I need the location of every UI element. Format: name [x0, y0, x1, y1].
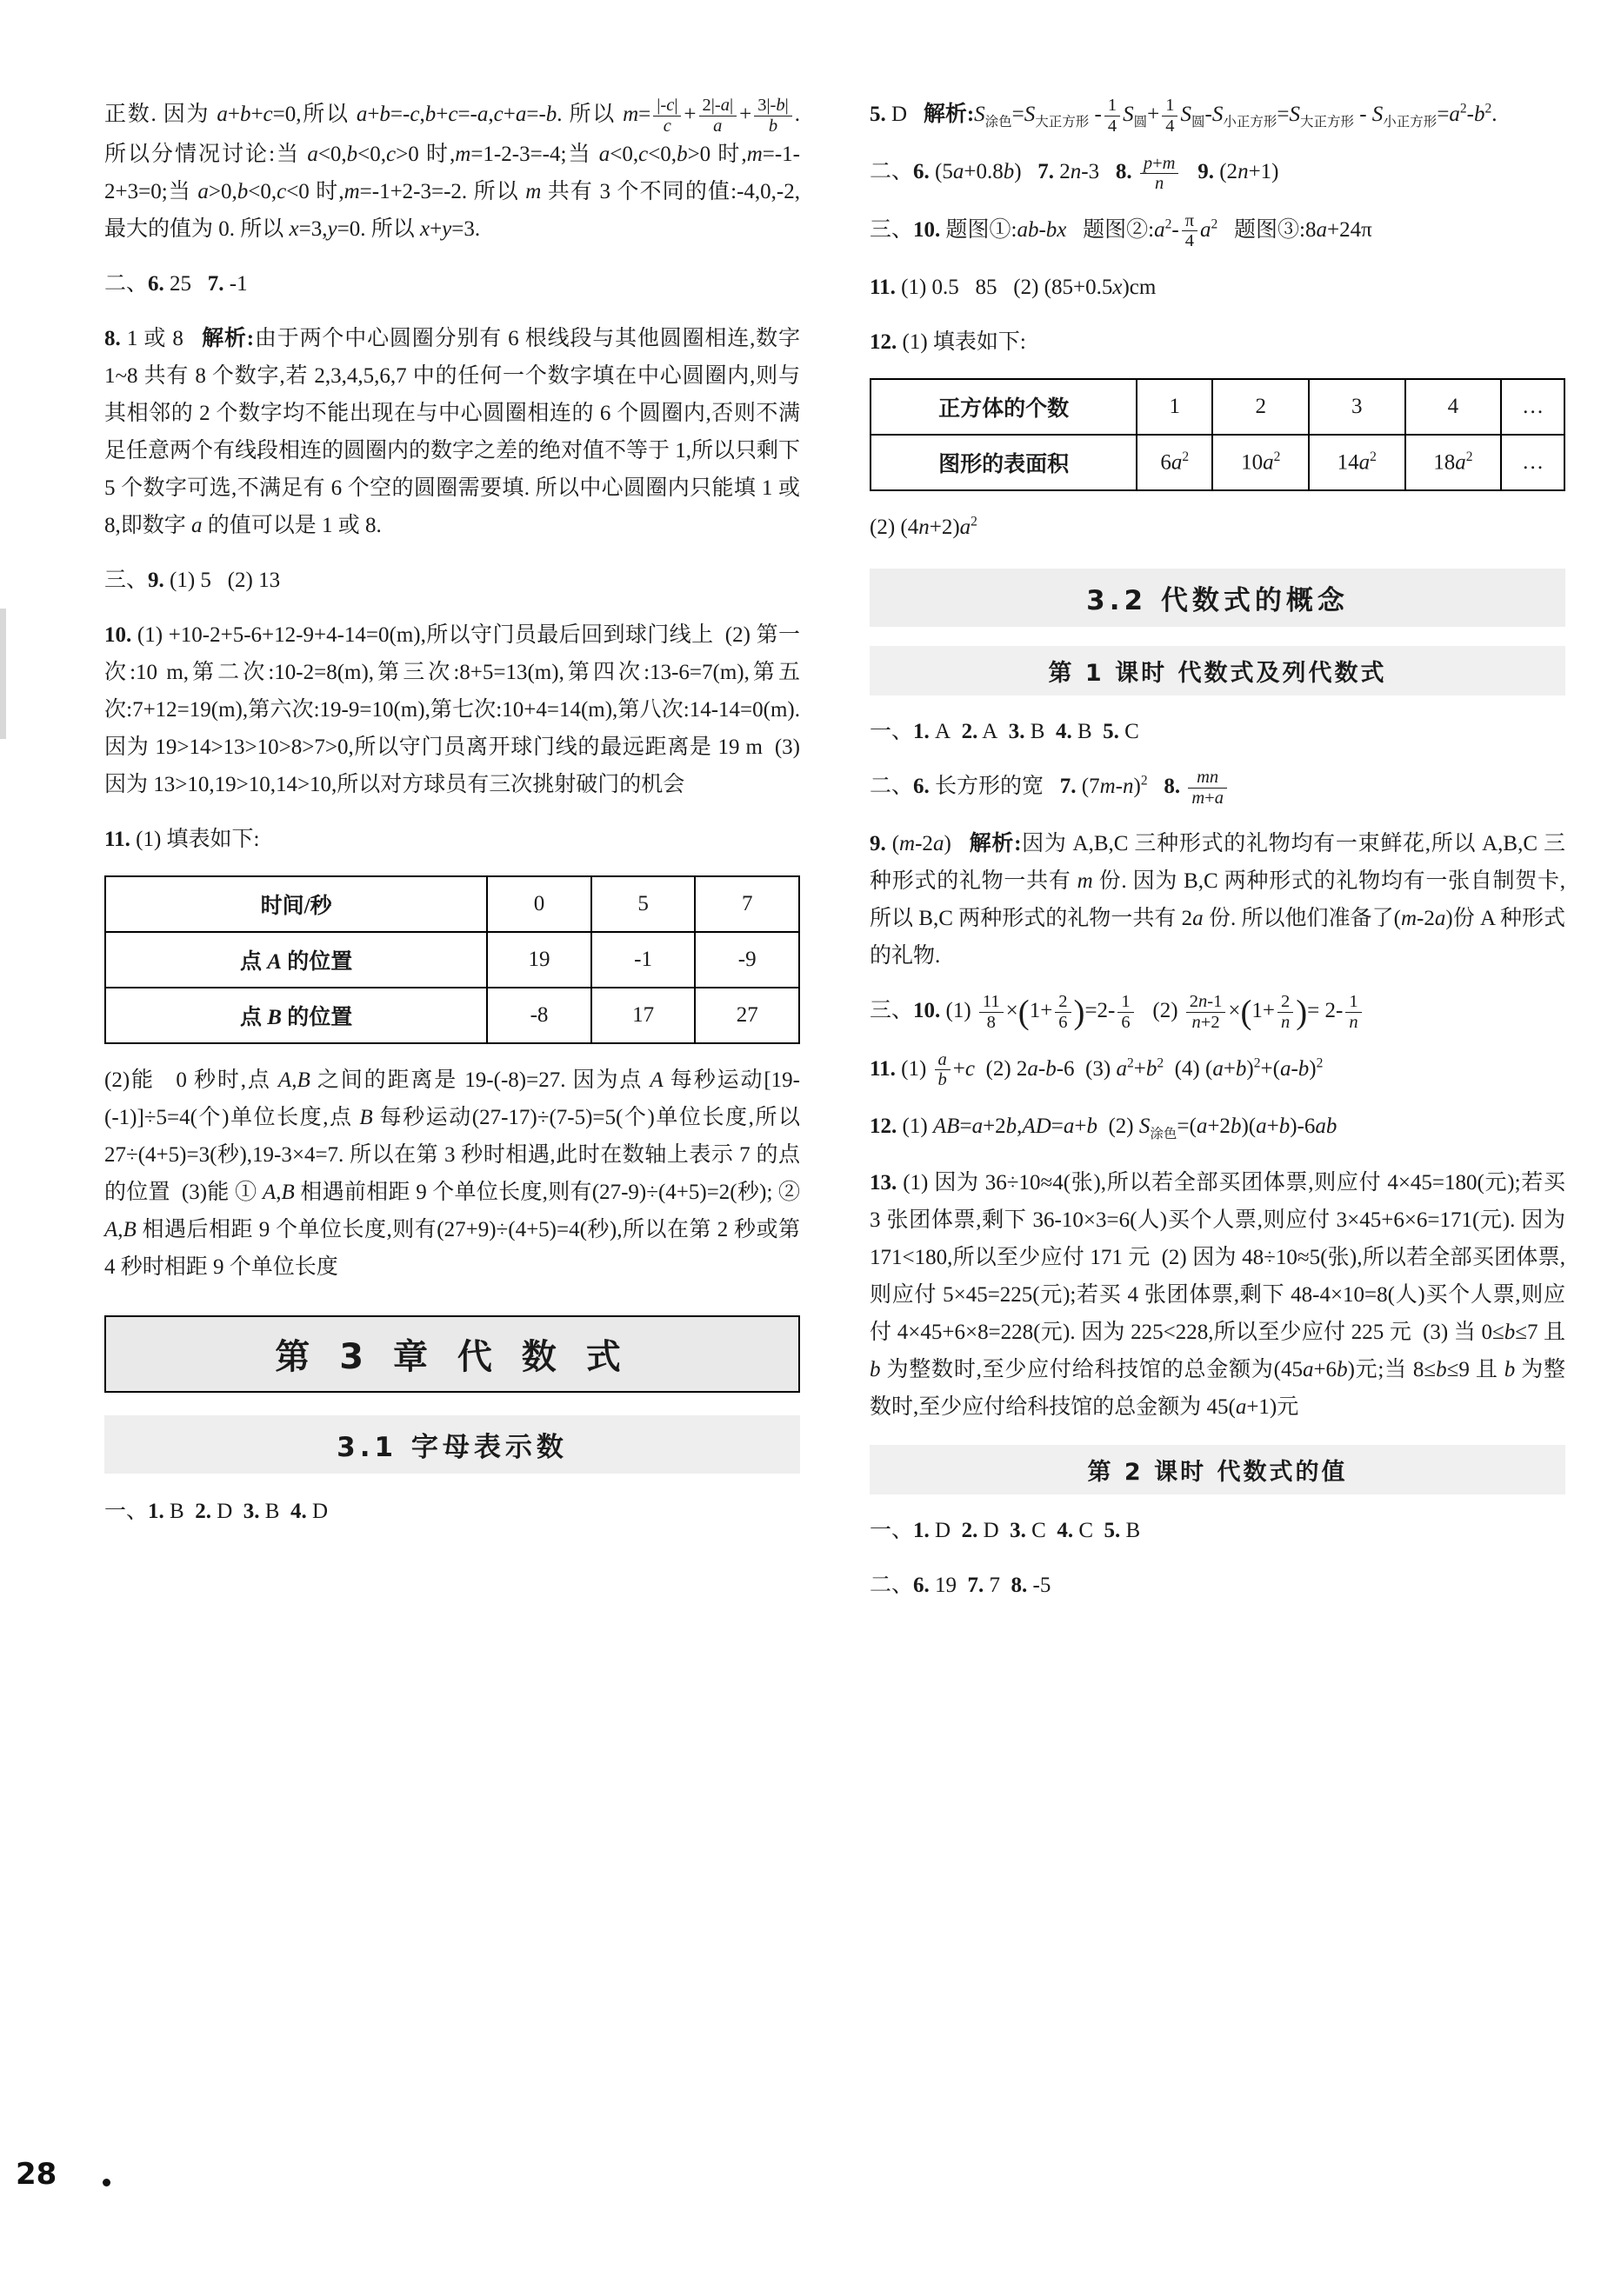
lesson2-group-1: 一、1. D 2. D 3. C 4. C 5. B	[870, 1518, 1141, 1542]
cell: 7	[695, 876, 799, 932]
table-row	[105, 876, 799, 932]
cell: $6a^2$	[1137, 435, 1212, 490]
lesson1-item-9: 9. (m-2a) 解析:因为 A,B,C 三种形式的礼物均有一束鲜花,所以 A,B,C 三种形式的礼物一共有 m 份. 因为 B,C 两种形式的礼物均有一张自制贺卡,所以 B,C 两种形式的礼物一共有 2a 份. 所以他们准备了(m-2a)份 A 种形式的礼物.	[870, 832, 1566, 968]
cell: 2	[1212, 379, 1309, 435]
cell: $10a^2$	[1212, 435, 1309, 490]
answer-item-10: 10. (1) +10-2+5-6+12-9+4-14=0(m),所以守门员最后回到球门线上 (2) 第一次:10 m,第二次:10-2=8(m),第三次:8+5=13(m),第四次:13-6=7(m),第五次:7+12=19(m),第六次:19-9=10(m),第七次:10+4=14(m),第八次:14-14=0(m). 因为 19>14>13>10>8>7>0,所以守门员离开球门线的最远距离是 19 m (3) 因为 13>10,19>10,14>10,所以对方球员有三次挑射破门的机会	[104, 623, 800, 797]
answer-group-2: 二、6. 25 7. -1	[104, 272, 248, 296]
lesson1-item-11: 11. (1) $\frac{a}{b}$ +c (2) 2a-b-6 (3) $a^2+b^2$ (4) $(a+b)^2+(a-b)^2$	[870, 1049, 1324, 1090]
answer-item-8: 8. 1 或 8 解析:由于两个中心圆圈分别有 6 根线段与其他圆圈相连,数字 1~8 共有 8 个数字,若 2,3,4,5,6,7 中的任何一个数字填在中心圆圈内,则与其相邻的 2 个数字均不能出现在与中心圆圈相连的 6 个圆圈内,否则不满足任意两个有线段相连的圆圈内的数字之差的绝对值不等于 1,所以只剩下 5 个数字可选,不满足有 6 个空的圆圈需要填. 所以中心圆圈内只能填 1 或 8,即数字 a 的值可以是 1 或 8.	[104, 327, 801, 538]
answer-item-12-part2: (2) $(4n+2)a^2$	[870, 514, 977, 539]
table-point-positions	[104, 875, 800, 1044]
cell: 19	[487, 932, 591, 988]
right-column	[870, 96, 1565, 1621]
paragraph-continuation: 正数. 因为 a+b+c=0,所以 a+b=-c,b+c=-a,c+a=-b. 所以 m= $\frac{|-c|}{c}$ + $\frac{2|-a|}{a}$ + $\frac{3|-b|}{b}$ . 所以分情况讨论:当 a<0,b<0,c>0 时,m=1-2-3=-4;当 a<0,c<0,b>0 时,m=-1-2+3=0;当 a>0,b<0,c<0 时,m=-1+2-3=-2. 所以 m 共有 3 个不同的值:-4,0,-2,最大的值为 0. 所以 x=3,y=0. 所以 x+y=3.	[104, 96, 800, 242]
table-row	[105, 988, 799, 1043]
answer-group-3: 三、9. (1) 5 (2) 13	[104, 569, 281, 593]
cell: $18a^2$	[1405, 435, 1502, 490]
cell: 点 A 的位置	[105, 932, 487, 988]
cell: 5	[591, 876, 696, 932]
answer-item-11-right: 11. (1) 0.5 85 (2) (85+0.5x)cm	[870, 275, 1157, 299]
lesson1-group-3-item-10: 三、10. (1) $\frac{11}{8}$ ×(1+ $\frac{2}{6}$ )=2- $\frac{1}{6}$ (2) $\frac{2n-1}{n+2}$ ×(1+ $\frac{2}{n}$ )= 2- $\frac{1}{n}$	[870, 992, 1565, 1032]
cell: 0	[487, 876, 591, 932]
cell: $14a^2$	[1309, 435, 1405, 490]
answer-item-11-body: (2)能 0 秒时,点 A,B 之间的距离是 19-(-8)=27. 因为点 A 每秒运动[19-(-1)]÷5=4(个)单位长度,点 B 每秒运动(27-17)÷(7-5)=5(个)单位长度,所以 27÷(4+5)=3(秒),19-3×4=7. 所以在第 3 秒时相遇,此时在数轴上表示 7 的点的位置 (3)能 ① A,B 相遇前相距 9 个单位长度,则有(27-9)÷(4+5)=2(秒); ② A,B 相遇后相距 9 个单位长度,则有(27+9)÷(4+5)=4(秒),所以在第 2 秒或第 4 秒时相距 9 个单位长度	[104, 1068, 801, 1280]
cell: 时间/秒	[105, 876, 487, 932]
table-row	[105, 932, 799, 988]
lesson-2-title: 第 2 课时 代数式的值	[870, 1445, 1565, 1494]
cell: …	[1501, 435, 1564, 490]
lesson1-item-12: 12. (1) AB=a+2b,AD=a+b (2) $S_{涂色}=(a+2b)(a+b)-6ab$	[870, 1114, 1337, 1141]
answer-group-3-right: 三、10. 题图①:ab-bx 题图$②:a^2-$ $\frac{\pi}{4}$ $a^2$ 题图③:8a+24π	[870, 210, 1372, 251]
page-edge-marker	[0, 609, 6, 739]
chapter-title: 第 3 章 代 数 式	[104, 1315, 800, 1393]
cell: 正方体的个数	[871, 379, 1137, 435]
cell: -8	[487, 988, 591, 1043]
answer-group-2-right: 二、6. (5a+0.8b) 7. 2n-3 8. $\frac{p+m}{n}$ 9. (2n+1)	[870, 153, 1279, 194]
section-answers-group-1: 一、1. B 2. D 3. B 4. D	[104, 1500, 329, 1524]
section-title-3-2: 3.2 代数式的概念	[870, 569, 1565, 627]
cell: 27	[695, 988, 799, 1043]
cell: 点 B 的位置	[105, 988, 487, 1043]
cell: 4	[1405, 379, 1502, 435]
cell: -9	[695, 932, 799, 988]
page-number-dot	[103, 2179, 110, 2186]
cell: 图形的表面积	[871, 435, 1137, 490]
lesson-1-title: 第 1 课时 代数式及列代数式	[870, 646, 1565, 695]
cell: -1	[591, 932, 696, 988]
table-surface-area	[870, 378, 1565, 491]
table-row	[871, 379, 1564, 435]
answer-item-12-intro: 12. (1) 填表如下:	[870, 329, 1026, 354]
page-number: 28	[16, 2157, 57, 2192]
cell: 17	[591, 988, 696, 1043]
cell: …	[1501, 379, 1564, 435]
cell: 1	[1137, 379, 1212, 435]
lesson2-group-2: 二、6. 19 7. 7 8. -5	[870, 1573, 1051, 1597]
cell: 3	[1309, 379, 1405, 435]
lesson1-group-2: 二、6. 长方形的宽 7. $(7m-n)^2$ 8. $\frac{mn}{m+a}$	[870, 768, 1565, 808]
lesson1-group-1: 一、1. A 2. A 3. B 4. B 5. C	[870, 719, 1139, 743]
answer-item-5: 5. D 解析$:S_{涂色}=S_{大正方形}$ - $\frac{1}{4}$ $S_圆+$ $\frac{1}{4}$ $S_圆-S_{小正方形}=S_{大正方形} - S_{小正方形}=a^2-b^2$.	[870, 96, 1498, 136]
left-column	[104, 96, 800, 1547]
lesson1-item-13: 13. (1) 因为 36÷10≈4(张),所以若全部买团体票,则应付 4×45=180(元);若买 3 张团体票,剩下 36-10×3=6(人)买个人票,则应付 3×45+6×6=171(元). 因为 171<180,所以至少应付 171 元 (2) 因为 48÷10≈5(张),所以若全部买团体票,则应付 5×45=225(元);若买 4 张团体票,剩下 48-4×10=8(人)买个人票,则应付 4×45+6×8=228(元). 因为 225<228,所以至少应付 225 元 (3) 当 0≤b≤7 且 b 为整数时,至少应付给科技馆的总金额为(45a+6b)元;当 8≤b≤9 且 b 为整数时,至少应付给科技馆的总金额为 45(a+1)元	[870, 1170, 1565, 1419]
section-title: 3.1 字母表示数	[104, 1415, 800, 1474]
answer-item-11-intro: 11. (1) 填表如下:	[104, 828, 260, 852]
table-row	[871, 435, 1564, 490]
